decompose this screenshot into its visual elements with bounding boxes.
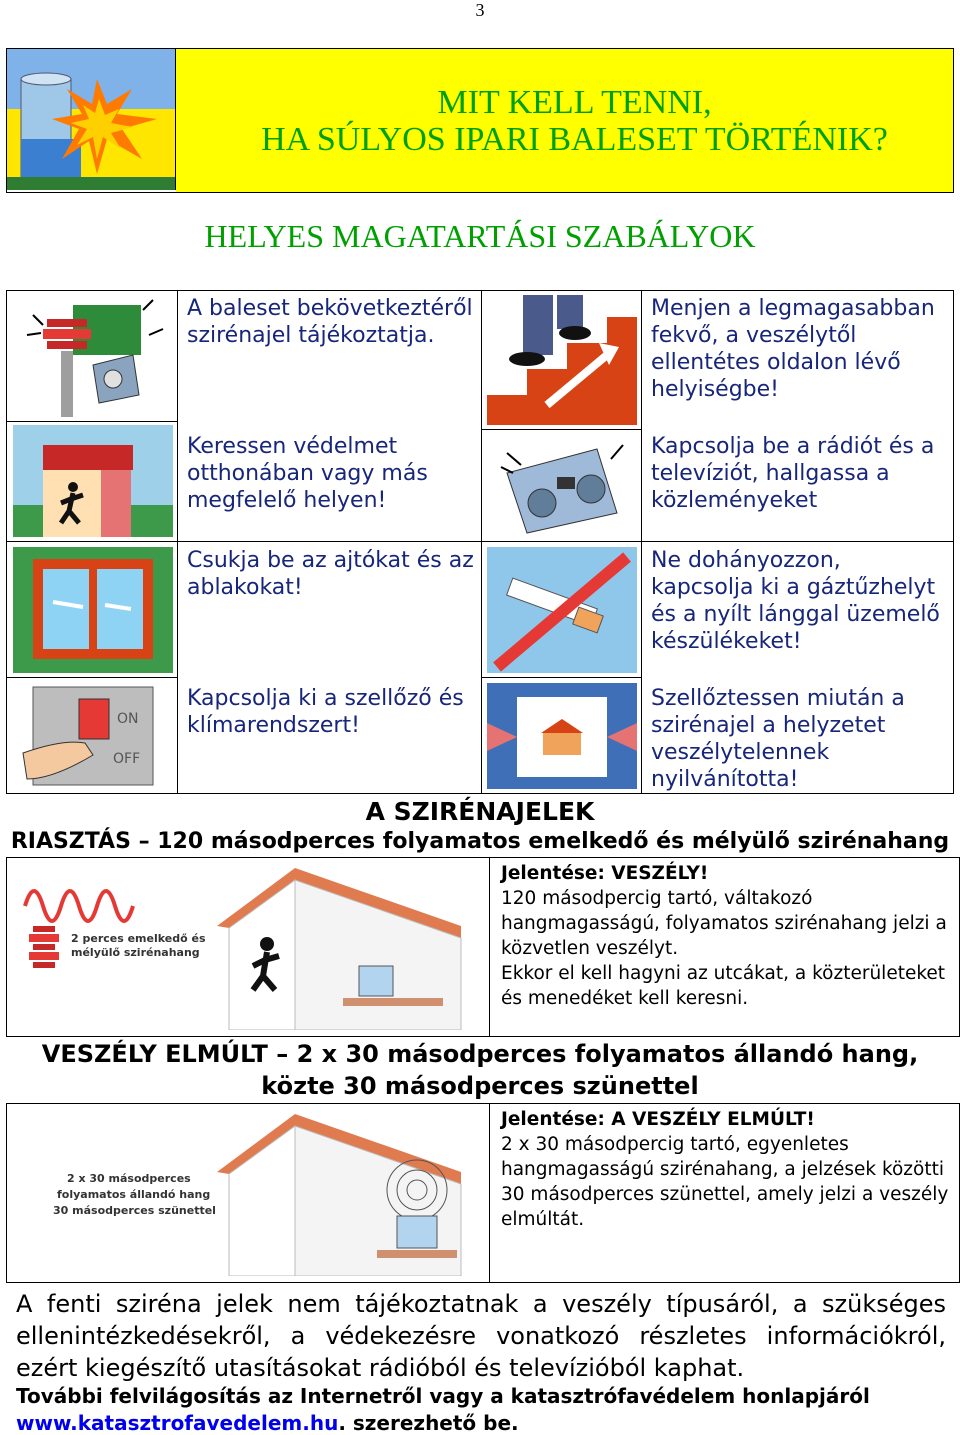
all-clear-caption-line1: 2 x 30 másodperces [67, 1172, 191, 1185]
all-clear-caption-line3: 30 másodperces szünettel [53, 1204, 216, 1217]
alarm-title: RIASZTÁS – 120 másodperces folyamatos emelkedő és mélyülő szirénahang [10, 829, 950, 854]
all-clear-box [6, 1103, 960, 1283]
alarm-text-2: Ekkor el kell hagyni az utcákat, a közterületeket és menedéket kell keresni. [501, 963, 946, 1009]
footer-info-line: További felvilágosítás az Internetről vagy a katasztrófavédelem honlapjáról [16, 1384, 870, 1408]
alarm-description [501, 861, 953, 1011]
siren-icon [13, 295, 173, 417]
all-clear-title-line1: VESZÉLY ELMÚLT – 2 x 30 másodperces folyamatos állandó hang, [41, 1040, 919, 1068]
explosion-illustration [7, 49, 176, 190]
rule-radio-tv-text: Kapcsolja be a rádiót és a televíziót, hallgassa a közleményeket [651, 434, 935, 513]
all-clear-title-line2: közte 30 másodperces szünettel [261, 1072, 699, 1100]
all-clear-meaning: Jelentése: A VESZÉLY ELMÚLT! [501, 1109, 815, 1130]
alarm-illustration [17, 866, 477, 1030]
footer-paragraph: A fenti sziréna jelek nem tájékoztatnak a veszély típusáról, a szükséges ellenintézkedésekről, a védekezésre vonatkozó részletes információkról, ezért kiegészítő utasításokat rádióból és televízióból kaphat. [16, 1290, 946, 1382]
rules-table [6, 290, 954, 794]
ventilate-window-icon [487, 683, 637, 789]
rule-shelter-text: Keressen védelmet otthonában vagy más megfelelő helyen! [187, 434, 428, 513]
alarm-box [6, 857, 960, 1037]
all-clear-illustration [17, 1112, 477, 1276]
rule-siren-text: A baleset bekövetkeztéről szirénajel tájékoztatja. [187, 296, 473, 348]
alarm-caption-line2: mélyülő szirénahang [71, 946, 200, 959]
svg-text:ON: ON [117, 711, 139, 727]
banner-title-line1: MIT KELL TENNI, [437, 83, 712, 121]
stairs-icon [487, 295, 637, 425]
all-clear-caption-line2: folyamatos állandó hang [57, 1188, 211, 1201]
all-clear-description [501, 1107, 953, 1232]
all-clear-title [0, 1038, 960, 1102]
all-clear-text: 2 x 30 másodpercig tartó, egyenletes hangmagasságú szirénahang, a jelzések közötti 30 másodperces szünettel, amely jelzi a veszély elmúltát. [501, 1134, 949, 1230]
rule-ventilate-text: Szellőztessen miután a szirénajel a helyzetet veszélytelennek nyilvánította! [651, 686, 905, 792]
footer-link-line [16, 1411, 519, 1435]
rule-no-smoking-text: Ne dohányozzon, kapcsolja ki a gáztűzhelyt és a nyílt lánggal üzemelő készülékeket! [651, 548, 940, 654]
website-link[interactable]: www.katasztrofavedelem.hu [16, 1411, 339, 1435]
rules-title: HELYES MAGATARTÁSI SZABÁLYOK [204, 218, 756, 254]
house-shelter-icon [13, 425, 173, 537]
alarm-meaning: Jelentése: VESZÉLY! [501, 863, 709, 884]
switch-off-icon [13, 683, 173, 789]
sirens-heading: A SZIRÉNAJELEK [365, 797, 595, 826]
banner-title [176, 49, 953, 192]
window-close-icon [13, 547, 173, 673]
rule-upper-room-text: Menjen a legmagasabban fekvő, a veszélytől ellentétes oldalon lévő helyiségbe! [651, 296, 935, 402]
svg-text:OFF: OFF [113, 751, 141, 767]
rule-ventilation-off-text: Kapcsolja ki a szellőző és klímarendszert! [187, 686, 464, 738]
rule-close-windows-text: Csukja be az ajtókat és az ablakokat! [187, 548, 474, 600]
footer-link-suffix: . szerezhető be. [338, 1411, 519, 1435]
no-smoking-icon [487, 547, 637, 673]
radio-icon [487, 433, 637, 537]
title-banner [6, 48, 954, 193]
page-number: 3 [475, 0, 485, 20]
alarm-caption-line1: 2 perces emelkedő és [71, 932, 206, 945]
alarm-text-1: 120 másodpercig tartó, váltakozó hangmagasságú, folyamatos szirénahang jelzi a közvetlen veszélyt. [501, 888, 947, 959]
banner-title-line2: HA SÚLYOS IPARI BALESET TÖRTÉNIK? [261, 120, 888, 158]
